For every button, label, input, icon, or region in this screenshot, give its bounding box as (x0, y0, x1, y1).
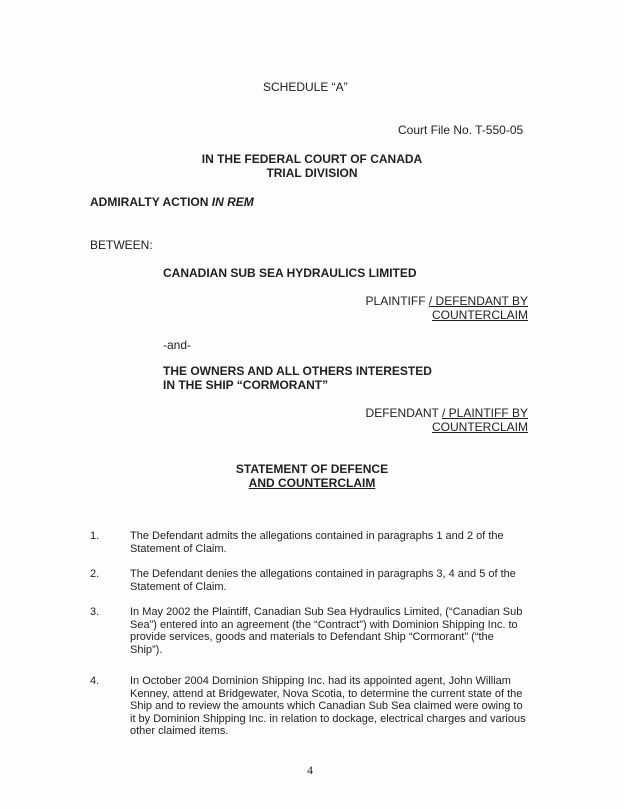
action-prefix: ADMIRALTY ACTION (90, 195, 212, 209)
statement-line-2: AND COUNTERCLAIM (248, 476, 376, 490)
admiralty-action (90, 195, 254, 209)
paragraph-line: other claimed items. (130, 725, 229, 737)
paragraph-text (130, 675, 530, 738)
defendant-role (366, 406, 528, 434)
page-number: 4 (307, 763, 313, 777)
defendant-name-line-1: THE OWNERS AND ALL OTHERS INTERESTED (163, 364, 432, 378)
and-separator: -and- (163, 338, 192, 352)
plaintiff-role-underlined-1: / DEFENDANT BY (428, 294, 528, 308)
defendant-role-underlined-1: / PLAINTIFF BY (441, 406, 528, 420)
paragraph-line: Ship and to review the amounts which Canadian Sub Sea claimed were owing to (130, 700, 523, 712)
court-file-number: Court File No. T-550-05 (398, 123, 524, 137)
paragraph-text (130, 568, 530, 593)
paragraph-line: The Defendant denies the allegations contained in paragraphs 3, 4 and 5 of the (130, 568, 516, 580)
paragraph-number: 4. (90, 675, 100, 687)
paragraph-line: In October 2004 Dominion Shipping Inc. had its appointed agent, John William (130, 675, 511, 687)
paragraph-line: Sea”) entered into an agreement (the “Contract”) with Dominion Shipping Inc. to (130, 618, 518, 631)
paragraph-line: The Defendant admits the allegations contained in paragraphs 1 and 2 of the (130, 530, 504, 542)
court-line-2: TRIAL DIVISION (266, 166, 358, 180)
schedule-heading: SCHEDULE “A” (263, 80, 348, 94)
plaintiff-role-underlined-2: COUNTERCLAIM (431, 308, 528, 322)
court-name (150, 152, 474, 180)
paragraph-number: 1. (90, 530, 100, 542)
defendant-name-line-2: IN THE SHIP “CORMORANT” (163, 378, 329, 392)
plaintiff-role (366, 294, 528, 322)
defendant-name (163, 364, 432, 392)
paragraph-line: In May 2002 the Plaintiff, Canadian Sub Sea Hydraulics Limited, (“Canadian Sub (130, 606, 523, 618)
between-label: BETWEEN: (90, 238, 153, 252)
statement-title (160, 462, 464, 490)
action-in-rem: IN REM (211, 195, 254, 209)
plaintiff-role-plain: PLAINTIFF (365, 294, 429, 308)
defendant-role-plain: DEFENDANT (365, 406, 442, 420)
paragraph-line: Ship”). (130, 643, 163, 656)
defendant-role-underlined-2: COUNTERCLAIM (431, 420, 528, 434)
paragraph-line: provide services, goods and materials to Defendant Ship “Cormorant” (“the (130, 631, 494, 643)
paragraph-line: Kenney, attend at Bridgewater, Nova Scotia, to determine the current state of the (130, 687, 523, 700)
paragraph-text (130, 606, 530, 656)
paragraph-line: it by Dominion Shipping Inc. in relation to dockage, electrical charges and various (130, 712, 526, 725)
paragraph-line: Statement of Claim. (130, 580, 227, 593)
paragraph-text (130, 530, 530, 555)
paragraph-number: 3. (90, 606, 100, 618)
paragraph-number: 2. (90, 568, 100, 580)
statement-line-1: STATEMENT OF DEFENCE (235, 462, 389, 476)
paragraph-line: Statement of Claim. (130, 542, 227, 555)
court-line-1: IN THE FEDERAL COURT OF CANADA (201, 152, 423, 166)
plaintiff-name: CANADIAN SUB SEA HYDRAULICS LIMITED (163, 266, 417, 280)
